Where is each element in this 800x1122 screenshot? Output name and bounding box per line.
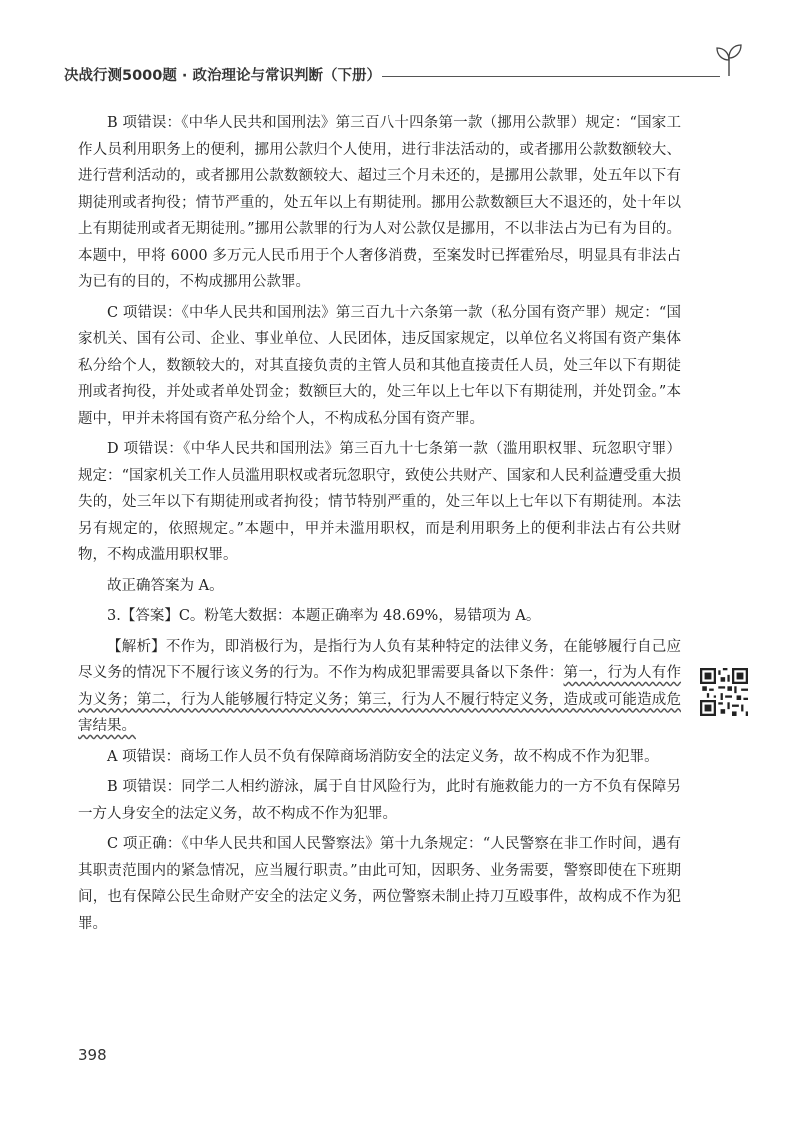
paragraph-option-b: B 项错误：《中华人民共和国刑法》第三百八十四条第一款（挪用公款罪）规定：“国家工作人员利用职务上的便利，挪用公款归个人使用，进行非法活动的，或者挪用公款数额较大、进行营利活动的，或者挪用公款数额较大、超过三个月未还的，是挪用公款罪，处五年以下有期徒刑或者拘役；情节严重的，处五年以上有期徒刑。挪用公款数额巨大不退还的，处十年以上有期徒刑或者无期徒刑。”挪用公款罪的行为人对公款仅是挪用，不以非法占为已有为目的。本题中，甲将 6000 多万元人民币用于个人奢侈消费，至案发时已挥霍殆尽，明显具有非法占为已有的目的，不构成挪用公款罪。 xyxy=(78,115,681,290)
paragraph-q3-option-c: C 项正确：《中华人民共和国人民警察法》第十九条规定：“人民警察在非工作时间，遇有其职责范围内的紧急情况，应当履行职责。”由此可知，因职务、业务需要，警察即使在下班期间，也有保障公民生命财产安全的法定义务，两位警察未制止持刀互殴事件，故构成不作为犯罪。 xyxy=(78,836,681,932)
paragraph-answer-summary: 故正确答案为 A。 xyxy=(107,577,224,594)
header-rule xyxy=(382,76,720,77)
paragraph-option-d: D 项错误：《中华人民共和国刑法》第三百九十七条第一款（滥用职权罪、玩忽职守罪）规定：“国家机关工作人员滥用职权或者玩忽职守，致使公共财产、国家和人民利益遭受重大损失的，处三年以下有期徒刑或者拘役；情节特别严重的，处三年以上七年以下有期徒刑。本法另有规定的，依照规定。”本题中，甲并未滥用职权，而是利用职务上的便利非法占有公共财物，不构成滥用职权罪。 xyxy=(78,441,681,563)
page-number: 398 xyxy=(78,1046,107,1064)
qr-code-icon[interactable] xyxy=(700,668,748,716)
paragraph-q3-option-a: A 项错误：商场工作人员不负有保障商场消防安全的法定义务，故不构成不作为犯罪。 xyxy=(107,748,659,765)
paragraph-analysis xyxy=(78,634,681,740)
sprout-icon xyxy=(714,42,744,76)
page-header xyxy=(64,64,744,88)
analysis-conditions: 第一，行为人有作为义务；第二，行为人能够履行特定义务；第三，行为人不履行特定义务，造成或可能造成危害结果。 xyxy=(78,665,682,734)
paragraph-q3-option-b: B 项错误：同学二人相约游泳，属于自甘风险行为，此时有施救能力的一方不负有保障另一方人身安全的法定义务，故不构成不作为犯罪。 xyxy=(78,779,681,822)
book-title: 决战行测5000题 · 政治理论与常识判断（下册） xyxy=(64,68,381,84)
main-content xyxy=(78,110,681,941)
analysis-text: 【解析】不作为，即消极行为，是指行为人负有某种特定的法律义务，在能够履行自己应尽义务的情况下不履行该义务的行为。不作为构成犯罪需要具备以下条件： xyxy=(78,638,681,681)
paragraph-option-c: C 项错误：《中华人民共和国刑法》第三百九十六条第一款（私分国有资产罪）规定：“国家机关、国有公司、企业、事业单位、人民团体，违反国家规定，以单位名义将国有资产集体私分给个人，数额较大的，对其直接负责的主管人员和其他直接责任人员，处三年以下有期徒刑或者拘役，并处或者单处罚金；数额巨大的，处三年以上七年以下有期徒刑，并处罚金。”本题中，甲并未将国有资产私分给个人，不构成私分国有资产罪。 xyxy=(78,304,681,427)
paragraph-question-3-answer: 3.【答案】C。粉笔大数据：本题正确率为 48.69%，易错项为 A。 xyxy=(107,608,541,624)
